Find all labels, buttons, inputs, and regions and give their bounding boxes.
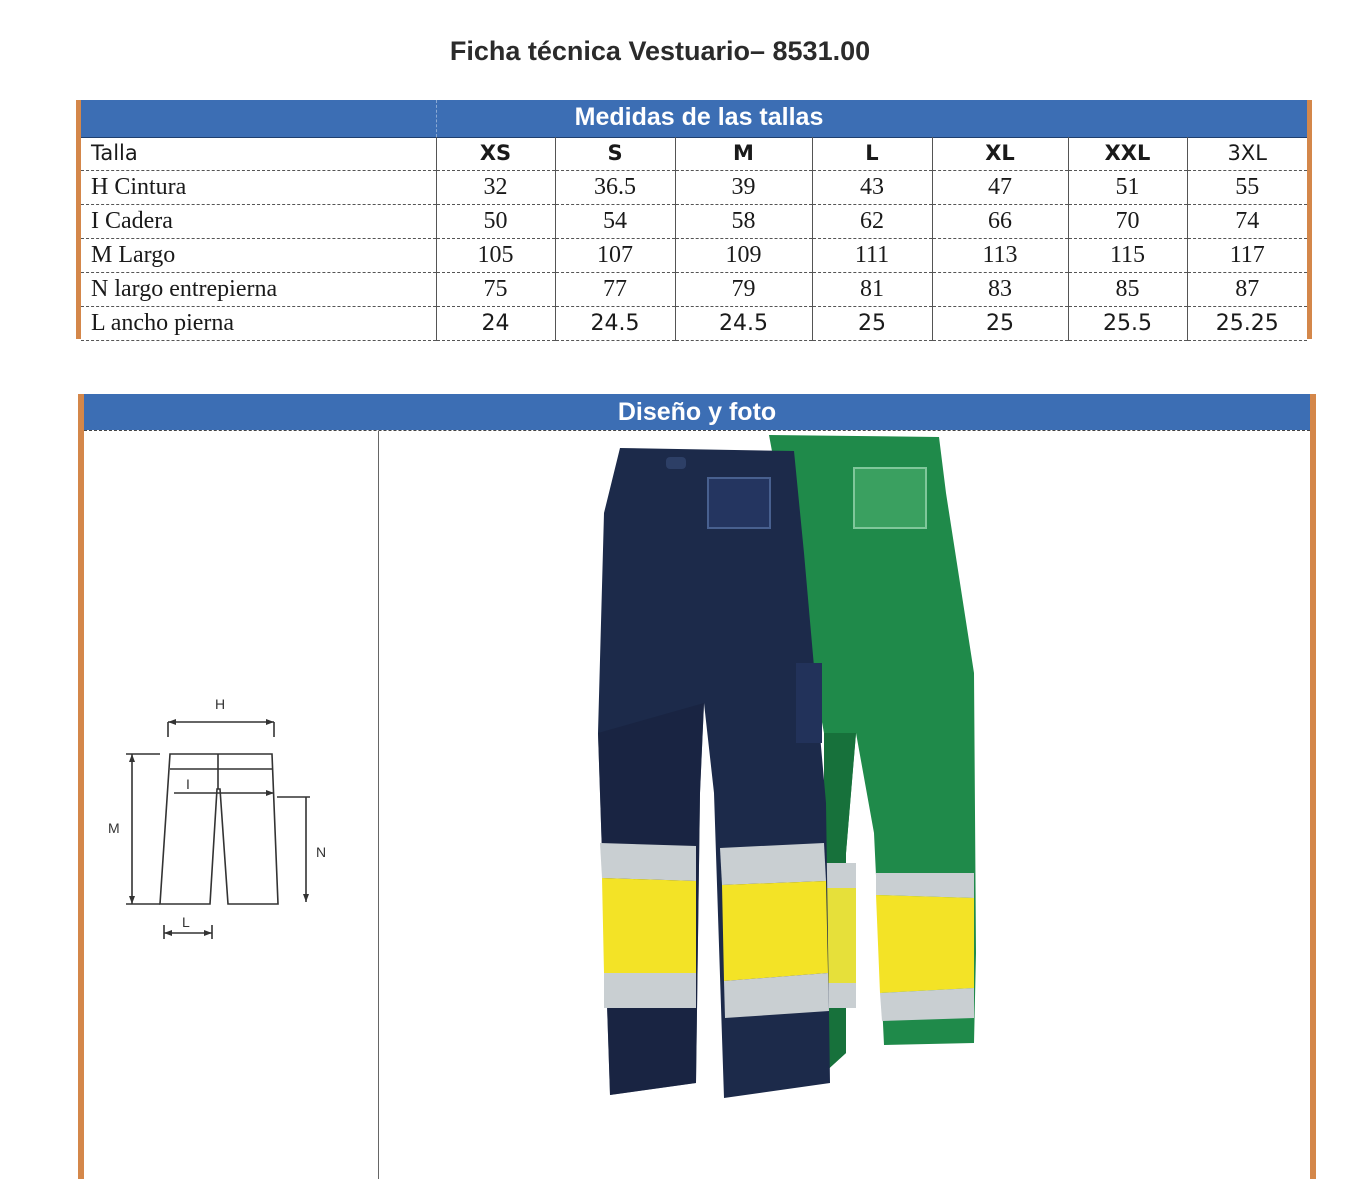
column-header-xxl: XXL [1068,137,1187,171]
column-header-xs: XS [436,137,555,171]
design-header-bar [84,394,1310,430]
table-cell: 81 [812,273,932,307]
table-cell: 54 [555,205,675,239]
row-label: I Cadera [81,205,436,239]
table-cell: 55 [1187,171,1307,205]
design-body [84,430,1310,1179]
table-cell: 105 [436,239,555,273]
table-row-ancho-pierna [81,307,1307,341]
label-h: H [215,696,226,712]
table-cell: 111 [812,239,932,273]
table-cell: 50 [436,205,555,239]
design-heading: Diseño y foto [617,398,777,426]
table-row-largo [81,239,1307,273]
document-title: Ficha técnica Vestuario– 8531.00 [449,36,871,66]
size-table-heading: Medidas de las tallas [574,103,824,131]
table-cell: 25.25 [1187,307,1307,341]
design-block [78,394,1316,1179]
table-cell: 24.5 [675,307,812,341]
column-header-xl: XL [932,137,1068,171]
trousers-measurement-diagram [102,696,342,959]
arrowhead [129,896,135,904]
table-cell: 51 [1068,171,1187,205]
table-cell: 62 [812,205,932,239]
trouser-outline [160,754,278,904]
size-table-block [76,100,1312,339]
row-label: L ancho pierna [81,307,436,341]
table-cell: 47 [932,171,1068,205]
table-cell: 66 [932,205,1068,239]
table-cell: 58 [675,205,812,239]
arrowhead [168,719,176,725]
navy-trousers [598,448,830,1098]
table-cell: 75 [436,273,555,307]
waist-button [666,457,686,469]
table-cell: 109 [675,239,812,273]
table-cell: 117 [1187,239,1307,273]
table-row-cadera [81,205,1307,239]
table-cell: 24 [436,307,555,341]
table-cell: 79 [675,273,812,307]
column-header-talla: Talla [81,137,436,171]
green-chest-pocket [854,468,926,528]
label-i: I [186,776,190,792]
column-header-s: S [555,137,675,171]
design-divider [378,431,379,1179]
table-cell: 107 [555,239,675,273]
table-edge-right [1307,100,1312,339]
design-edge-right [1310,394,1316,1179]
table-cell: 36.5 [555,171,675,205]
header-divider [436,100,437,137]
table-row-largo-entrepierna [81,273,1307,307]
table-cell: 70 [1068,205,1187,239]
row-label: M Largo [81,239,436,273]
arrowhead [303,894,309,902]
label-n: N [316,844,327,860]
navy-chest-pocket [708,478,770,528]
table-cell: 87 [1187,273,1307,307]
table-cell: 113 [932,239,1068,273]
column-header-3xl: 3XL [1187,137,1307,171]
arrowhead [164,930,172,936]
product-photo-trousers [584,433,984,1133]
table-row-cintura [81,171,1307,205]
column-header-l: L [812,137,932,171]
row-label: H Cintura [81,171,436,205]
size-header-row [81,137,1307,171]
table-cell: 32 [436,171,555,205]
size-table-header-bar [81,100,1307,138]
arrowhead [129,754,135,762]
table-cell: 77 [555,273,675,307]
table-cell: 74 [1187,205,1307,239]
label-l: L [182,914,190,930]
size-table [81,137,1307,341]
arrowhead [204,930,212,936]
table-cell: 115 [1068,239,1187,273]
leg-pocket [796,663,822,743]
table-cell: 85 [1068,273,1187,307]
table-cell: 25.5 [1068,307,1187,341]
label-m: M [108,820,120,836]
table-cell: 25 [932,307,1068,341]
table-cell: 39 [675,171,812,205]
table-cell: 24.5 [555,307,675,341]
table-cell: 83 [932,273,1068,307]
column-header-m: M [675,137,812,171]
row-label: N largo entrepierna [81,273,436,307]
arrowhead [266,719,274,725]
table-cell: 43 [812,171,932,205]
table-cell: 25 [812,307,932,341]
